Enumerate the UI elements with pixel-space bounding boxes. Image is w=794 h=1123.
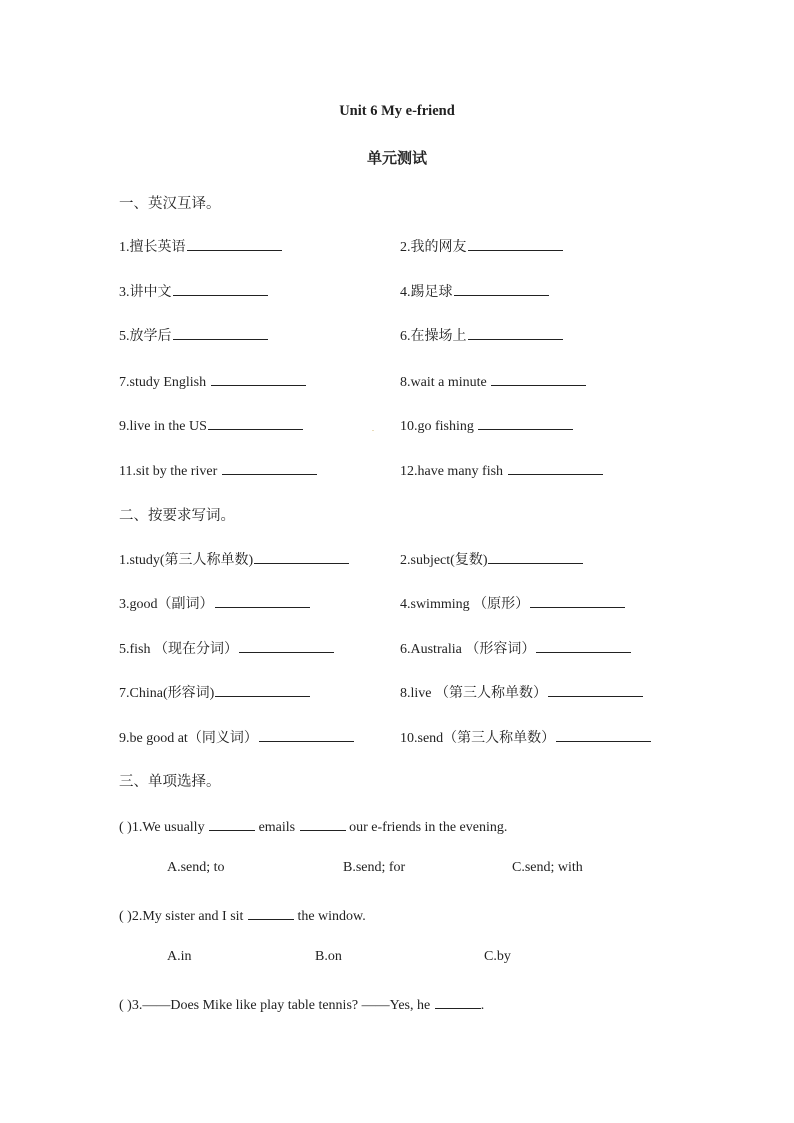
answer-blank[interactable] — [478, 415, 573, 430]
question-3: ( )3.——Does Mike like play table tennis? ——Yes, he . — [119, 994, 484, 1014]
answer-blank[interactable] — [215, 593, 310, 608]
answer-blank[interactable] — [248, 905, 294, 920]
q1-option-b: B.send; for — [343, 860, 406, 875]
s1-item-9: 9.live in the US — [119, 415, 303, 435]
answer-blank[interactable] — [209, 816, 255, 831]
answer-bracket[interactable]: ( ) — [119, 909, 132, 924]
s2-item-6: 6.Australia （形容词） — [400, 638, 631, 658]
s2-item-4: 4.swimming （原形） — [400, 593, 625, 613]
q1-option-c: C.send; with — [512, 860, 583, 875]
s1-item-6: 6.在操场上 — [400, 325, 563, 345]
answer-bracket[interactable]: ( ) — [119, 820, 132, 835]
page-subtitle: 单元测试 — [366, 149, 427, 167]
q2-option-b: B.on — [315, 949, 342, 964]
s1-item-12: 12.have many fish — [400, 460, 603, 480]
s1-item-11: 11.sit by the river — [119, 460, 317, 480]
s1-item-2: 2.我的网友 — [400, 236, 563, 256]
answer-blank[interactable] — [173, 281, 268, 296]
answer-blank[interactable] — [548, 682, 643, 697]
answer-blank[interactable] — [491, 371, 586, 386]
answer-blank[interactable] — [468, 325, 563, 340]
stray-dot: . — [372, 424, 374, 433]
answer-blank[interactable] — [508, 460, 603, 475]
s1-item-5: 5.放学后 — [119, 325, 268, 345]
answer-blank[interactable] — [187, 236, 282, 251]
s2-item-8: 8.live （第三人称单数） — [400, 682, 643, 702]
s2-item-3: 3.good（副词） — [119, 593, 310, 613]
answer-blank[interactable] — [173, 325, 268, 340]
section3-heading: 三、单项选择。 — [119, 774, 221, 790]
q1-option-a: A.send; to — [167, 860, 225, 875]
question-1: ( )1.We usually emails our e-friends in the evening. — [119, 816, 507, 836]
s1-item-1: 1.擅长英语 — [119, 236, 282, 256]
s2-item-9: 9.be good at（同义词） — [119, 727, 354, 747]
answer-blank[interactable] — [488, 549, 583, 564]
answer-blank[interactable] — [468, 236, 563, 251]
answer-blank[interactable] — [536, 638, 631, 653]
s1-item-4: 4.踢足球 — [400, 281, 549, 301]
answer-blank[interactable] — [259, 727, 354, 742]
answer-blank[interactable] — [435, 994, 481, 1009]
answer-blank[interactable] — [208, 415, 303, 430]
answer-blank[interactable] — [300, 816, 346, 831]
answer-blank[interactable] — [454, 281, 549, 296]
s1-item-7: 7.study English — [119, 371, 306, 391]
s2-item-1: 1.study(第三人称单数) — [119, 549, 349, 569]
s2-item-10: 10.send（第三人称单数） — [400, 727, 651, 747]
section2-heading: 二、按要求写词。 — [119, 508, 235, 524]
answer-blank[interactable] — [211, 371, 306, 386]
s1-item-3: 3.讲中文 — [119, 281, 268, 301]
answer-blank[interactable] — [254, 549, 349, 564]
s1-item-8: 8.wait a minute — [400, 371, 586, 391]
q2-option-c: C.by — [484, 949, 511, 964]
answer-blank[interactable] — [215, 682, 310, 697]
answer-blank[interactable] — [222, 460, 317, 475]
answer-blank[interactable] — [556, 727, 651, 742]
s2-item-5: 5.fish （现在分词） — [119, 638, 334, 658]
q2-option-a: A.in — [167, 949, 192, 964]
page-title: Unit 6 My e-friend — [339, 103, 455, 119]
answer-bracket[interactable]: ( ) — [119, 998, 132, 1013]
answer-blank[interactable] — [530, 593, 625, 608]
question-2: ( )2.My sister and I sit the window. — [119, 905, 366, 925]
s2-item-7: 7.China(形容词) — [119, 682, 310, 702]
s1-item-10: 10.go fishing — [400, 415, 573, 435]
answer-blank[interactable] — [239, 638, 334, 653]
s2-item-2: 2.subject(复数) — [400, 549, 583, 569]
section1-heading: 一、英汉互译。 — [119, 196, 221, 212]
